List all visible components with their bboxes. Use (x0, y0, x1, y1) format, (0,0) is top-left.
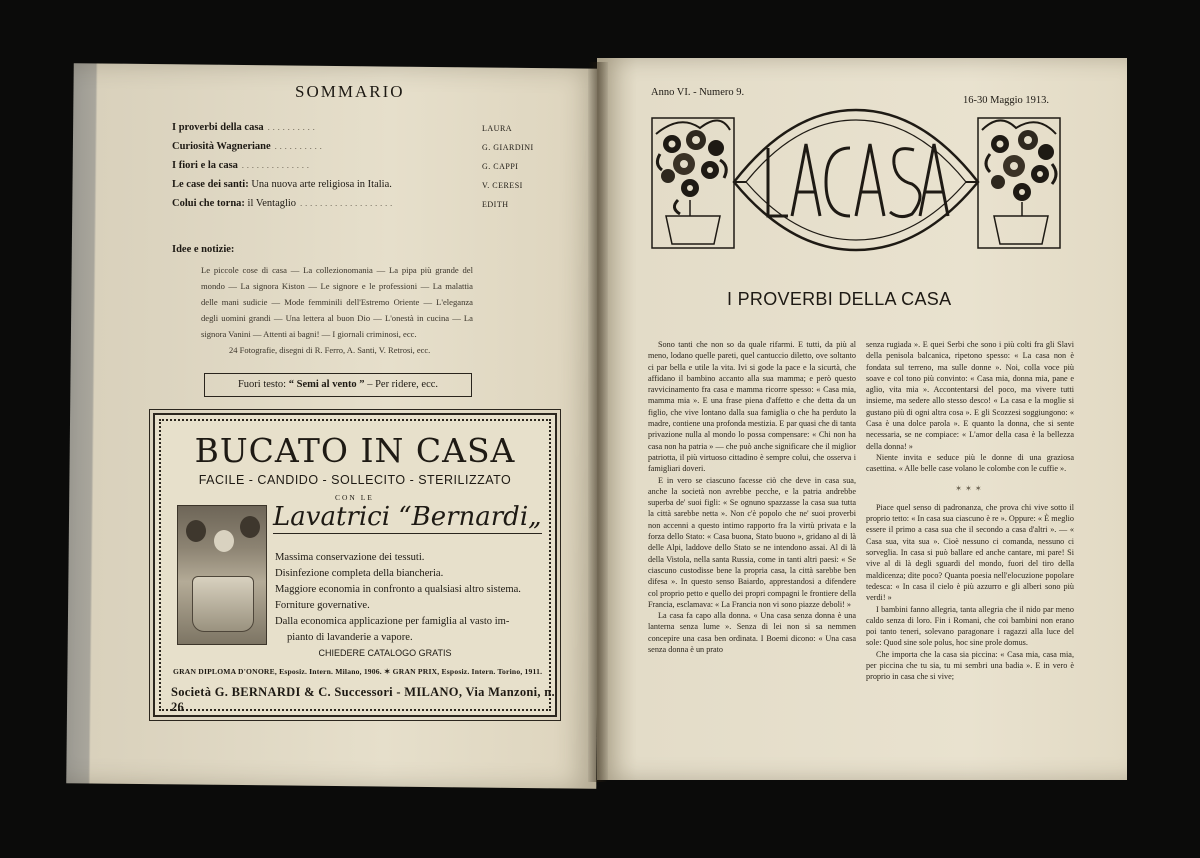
article-paragraph: Che importa che la casa sia piccina: « Casa mia, casa mia, per piccina che tu sia, tu mi sembri una badia ». E in vero è proprio in casa che si vive; (866, 649, 1074, 682)
person-head (240, 516, 260, 538)
toc-row (172, 141, 552, 160)
toc-title: I fiori e la casa (172, 160, 238, 171)
ad-awards: GRAN DIPLOMA D'ONORE, Esposiz. Intern. Milano, 1906. ✶ GRAN PRIX, Esposiz. Intern. Torino, 1911. (173, 667, 543, 676)
ad-catalogo: CHIEDERE CATALOGO GRATIS (318, 648, 452, 658)
washing-machine-photo (177, 505, 267, 645)
la-casa-masthead (650, 104, 1062, 254)
person-head (214, 530, 234, 552)
idee-heading: Idee e notizie: (172, 244, 235, 255)
article-paragraph: La casa fa capo alla donna. « Una casa senza donna è una lanterna senza lume ». Senza di lei non si sa nemmen concepire una casa ben ordinata. I Boemi dicono: « Una casa senza donna è un prato (648, 611, 856, 655)
article-title: I PROVERBI DELLA CASA (727, 289, 952, 309)
ad-subtitle: FACILE - CANDIDO - SOLLECITO - STERILIZZATO (198, 473, 512, 487)
washing-tub (192, 576, 254, 632)
toc-title: I proverbi della casa (172, 122, 264, 133)
ad-feature: Maggiore economia in confronto a qualsiasi altro sistema. (275, 584, 521, 595)
toc-leader: .......... (267, 123, 318, 132)
fuori-prefix: Fuori testo: (237, 379, 289, 390)
ad-feature: pianto di lavanderie a vapore. (287, 632, 413, 643)
floral-decoration-left (652, 118, 734, 248)
toc-title: Curiosità Wagneriane (172, 141, 271, 152)
toc-title: Le case dei santi: (172, 179, 249, 190)
floral-decoration-right (978, 118, 1060, 248)
ad-feature: Disinfezione completa della biancheria. (275, 568, 444, 579)
toc-row (172, 198, 552, 217)
ad-company: Società G. BERNARDI & C. Successori - MILANO, Via Manzoni, n. 26 (171, 685, 555, 714)
toc-leader: .......... (274, 142, 325, 151)
idee-text: Le piccole cose di casa — La collezionomania — La pipa più grande del mondo — La signora Kiston — Le signore e le professioni — La malattia delle mani sudicie — Mode femminili dell'Estremo Oriente — L'eleganza degli uomini grandi — Una lettera al buon Dio — L'onestà in cucina — La signora Vanini — Attenti ai bagni! — I giornali criminosi, ecc. (201, 265, 473, 339)
toc-row (172, 179, 552, 198)
fuori-testo-box (204, 373, 472, 397)
ad-feature: Forniture governative. (275, 600, 370, 611)
toc-author: G. CAPPI (482, 162, 519, 171)
toc-author: V. CERESI (482, 181, 523, 190)
book-gutter (588, 62, 608, 782)
masthead-letters (768, 144, 948, 217)
article-paragraph: I bambini fanno allegria, tanta allegria che il nido par meno caldo senza di loro. Fin i Romani, che coi bambini non erano poi tanto teneri, solevano paragonare i ragazzi alla luce del sole: Quod sine sole polus, hoc sine prole domus. (866, 604, 1074, 648)
fuori-title: “ Semi al vento ” (288, 379, 365, 390)
article-column-right (866, 339, 1074, 683)
article-paragraph: Sono tanti che non so da quale rifarmi. E tutti, da più al meno, lodano quelle pareti, quel cantuccio diletto, ove soltanto ci par bella e utile la vita. Ivi si gode la pace e la sicurtà, che affidano il bambino accanto alla sua mamma; e però questo ravvicinamento fra casa e mamma ricorre spesso: « Casa mia, mamma mia ». E una frase piena d'affetto e che detta da un figlio, che vive lontano dalla sua famiglia o che ha perduto la madre, contiene una profonda mestizia. E par quasi che di tanta privazione nulla al mondo lo possa compensare: « Chi non ha casa non ha patria » — che può anche significare che il miglior patriotta, il più virtuoso cittadino è sempre colui, che osserva i famigliari doveri. (648, 340, 856, 474)
article-paragraph: E in vero se ciascuno facesse ciò che deve in casa sua, anche la società non avrebbe pecche, e la patria andrebbe superba de' suoi figli: « Se ognuno spazzasse la casa sua tutta la città sarebbe netta ». Non c'è popolo che ne' suoi proverbi non accenni a questo intimo rapporto fra la virtù privata e la forza dello Stato: « Casa buona, Stato buono », gridano al di là delle Alpi, laddove dello Stato se ne intendono assai. Al di là della Vistola, nella santa Russia, come in tanti altri paesi: « Se ciascuno custodisse bene la propria casa, la città sarebbe ben difesa ». In questo senso Baiardo, apprestandosi a difendere col proprio petto e quello dei propri compagni le frontiere della Francia, esclamava: « La Francia non vi sono piazze deboli! » (648, 475, 856, 609)
toc-leader: .............. (241, 161, 312, 170)
ad-features (275, 550, 545, 646)
masthead-frame (734, 110, 978, 250)
toc-row (172, 122, 552, 141)
toc-subtitle: il Ventaglio (244, 198, 297, 209)
toc-title: Colui che torna: (172, 198, 245, 209)
article-paragraph: senza rugiada ». E quei Serbi che sono i più colti fra gli Slavi della penisola balcanica, ripetono spesso: « La casa non è fondata sul terreno, ma sulle donne ». Noi, colla voce più soave e col tono più convinto: « Casa mia, donna mia, pane e aglio, vita mia ». Accontentarsi del poco, ma vivere tutti insieme, ma sedere allo stesso desco! « La casa e la moglie si gustano più di ogni altra cosa ». E gli Scozzesi soggiungono: « Casa è una dolce parola ». E quanto la donna, che si sente necessaria, se ne compiace: « L'amor della casa è la bellezza della donna! » (866, 340, 1074, 451)
issue-number: Anno VI. - Numero 9. (651, 87, 745, 98)
ad-feature: Dalla economica applicazione per famiglia al vasto im- (275, 616, 510, 627)
toc-row (172, 160, 552, 179)
table-of-contents (172, 122, 552, 217)
sommario-title: SOMMARIO (295, 82, 405, 101)
article-paragraph: Piace quel senso di padronanza, che prova chi vive sotto il proprio tetto: « In casa sua ciascuno è re ». Oppure: « È meglio essere il primo a casa sua che il secondo a casa d'altri ». — « Casa sua, vita sua ». Cioè nessuno ci comanda, nessuno ci sorveglia. In casa si può ballare ed anche cantare, mi pare! Si vive al di là degli sguardi del mondo, fuori del tiro della maldicenza; dite poco? Quanta poesia nell'elocuzione popolare tedesca: « In casa il cielo è più azzurro e gli alberi sono più verdi! » (866, 502, 1074, 603)
article-column-left (648, 339, 856, 655)
toc-author: G. GIARDINI (482, 143, 534, 152)
ad-brand: Lavatrici “Bernardi„ (273, 502, 542, 532)
toc-author: EDITH (482, 200, 509, 209)
toc-author: LAURA (482, 124, 513, 133)
ad-title: BUCATO IN CASA (194, 431, 516, 470)
section-separator: ✶✶✶ (955, 483, 985, 493)
fuori-suffix: – Per ridere, ecc. (364, 379, 439, 390)
fotografie-credit: 24 Fotografie, disegni di R. Ferro, A. Santi, V. Retrosi, ecc. (229, 345, 431, 355)
toc-leader: ................... (300, 199, 396, 208)
person-head (186, 520, 206, 542)
article-paragraph: Niente invita e seduce più le donne di una graziosa casettina. « Alle belle case volano le colombe con le cuffie ». (866, 452, 1074, 474)
ad-con-le: CON LE (335, 493, 374, 502)
ad-feature: Massima conservazione dei tessuti. (275, 552, 425, 563)
advertisement (153, 413, 557, 717)
issue-date: 16-30 Maggio 1913. (963, 95, 1050, 106)
toc-subtitle: Una nuova arte religiosa in Italia. (248, 179, 392, 190)
